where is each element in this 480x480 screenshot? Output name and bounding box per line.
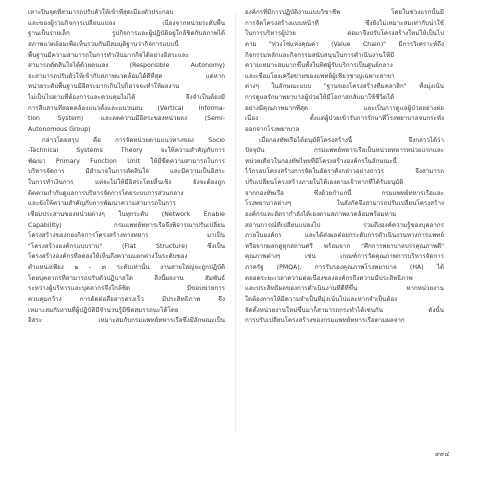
text-line: เหมาะสมกับงานที่ผู้ปฏิบัติมีจำนวนรู้มีขีดสมรรถนะได้โดย bbox=[28, 306, 179, 314]
text-line: กล่าวโดยสรุป คือ การจัดหน่วยตามแนวทางของ Socio bbox=[42, 136, 225, 144]
text-line: "โครงสร้างองค์กรแบบราบ" (Flat Structure) ซึ่งเป็น bbox=[28, 242, 225, 250]
text-line: องค์กรที่มีการปฏิบัติงานแบบวิชาชีพ โดยในช่วงแรกนั้นมี bbox=[245, 9, 444, 16]
text-line: จะสามารถปรับตัวให้เข้ากับสภาพแวดล้อมได้ดีที่สุด แต่หาก bbox=[28, 72, 225, 80]
text-line: ภาครัฐ (PMQA), การรับรองคุณภาพโรงพยาบาล (HA) ได้ bbox=[245, 264, 444, 271]
text-line: ตำแหน่งเพียง ๒ - ๓ ระดับเท่านั้น งานสายใหญ่จะถูกปฏิบัติ bbox=[28, 264, 225, 271]
text-line: จัดตั้งหน่วยงานใหม่ขึ้นมาก็สามารถกระทำได้เช่นกัน ดังนั้น bbox=[245, 306, 444, 314]
text-line: ควบคุมกว้าง การตัดต่อสื่อสารตรงเร็ว มีประสิทธิภาพ จึง bbox=[28, 295, 225, 303]
text-column-left bbox=[28, 8, 225, 327]
column-divider bbox=[235, 12, 236, 432]
text-line: อย่างมีคุณภาพมากที่สุด และเป็นการดูแลผู้ป่วยอย่างต่อ bbox=[245, 104, 444, 112]
text-line: พื้นฐานมีความสามารถในการทำเงินมากกิจได้อย่างอิสระและ bbox=[28, 51, 190, 59]
text-line: Capability) กรมแพทย์ทหารเรือจึงพิจารณาปรับเปลี่ยน bbox=[28, 221, 225, 229]
text-line: และเชื่อมโยงเครือข่ายของแพทย์ผู้เชี่ยวชาญเฉพาะสาขา bbox=[245, 72, 395, 80]
text-line: หน่วยระดับพื้นฐานมีอิสระมากเกินไปก็อาจจะทำให้ผลงาน bbox=[28, 83, 180, 91]
text-line: การจัดโครงสร้างแบบหน้าที่ ซึ่งยังไม่เหมาะสมเท่ากับน่าใช้ bbox=[245, 19, 444, 27]
text-line: ในการทำเงินการ แต่จะไม่ให้มีอิสระโดยสิ้นเชิง ยังจะต้องถูก bbox=[28, 179, 225, 186]
text-line: เหาะปินจุดที่สามารถปรับตัวให้เข้าที่สุดเมืองตัวประกอบ bbox=[28, 9, 174, 16]
text-line: และของผู้รวมกิจการเปลี่ยนแปลง เนื่องจากหน่วยระดับพื้น bbox=[28, 19, 225, 27]
text-line: สถานการณ์ที่เปลี่ยนแปลงไป รวมถึงองค์ความรู้ของบุคลากร bbox=[245, 221, 444, 229]
text-line: ติดตามกำกับดูแลการบริหารจัดการโดยระบบการส่วนกลาง bbox=[28, 189, 184, 197]
text-line: การปรับเปลี่ยนโครงสร้างของกรมแพทย์ทหารเรือตามผลจาก bbox=[245, 317, 405, 325]
text-line: หรือจากผลกดูทุกสถานศรี พร้อมจาก "ศึกการพยาบาลบรรคุณภาพดี" bbox=[245, 242, 444, 250]
text-line: พัฒนา Primary Function Unit ให้มีขีดความสามารถในการ bbox=[28, 157, 225, 165]
text-line: จากกองทัพเรือ ซึ่งด้วยกำแกนี้ กรมแพทย์ทหารเรือและ bbox=[245, 189, 444, 197]
text-line: กิจกรรมหลักและกิจกรรมสนับสนุนในการดำเนินงานให้มี bbox=[245, 51, 395, 59]
text-line: ปรับเปลี่ยนโครงสร้างภายในได้เองตามเจ้าหากที่ได้รับอนุมัติ bbox=[245, 179, 404, 186]
text-line: ไม่เป็นไปตามที่ต้องการและควบคุมไม่ได้ จึงจำเป็นต้องมี bbox=[28, 94, 225, 101]
text-line: โรงพยาบาลต่างๆ ในสังกัดจึงสามารถปรับเปลี่ยนโครงสร้าง bbox=[245, 200, 444, 208]
text-line: สภาพแวดล้อมเพื่อเห็นรวมกันมีสมมุติฐานว่ากิจการแบบนี้ bbox=[28, 40, 179, 48]
text-line: และประสิทธิผลของการดำเนินงานที่ดีที่ขึ้น หากหน่วยงาน bbox=[245, 285, 444, 293]
text-line: อิสระ เหมาะสมกับกรมแพทย์ทหารเรือซึ่งมีลักษณะเป็น bbox=[28, 317, 225, 325]
text-line: โครงสร้างองค์กรที่ลดลงให้เห็นถึงความแตกต่างในระดับของ bbox=[28, 253, 188, 261]
text-line: และยังให้ความสำคัญกับการพัฒนาความสามารถในการ bbox=[28, 200, 176, 208]
text-line: บริหารจัดการ มีอำนาจในการตัดสินใจ และมีความเป็นอิสระ bbox=[28, 168, 225, 176]
text-line: ฐานเป็นรายเล็ก รูปกิจการและผู้ปฏิบัติอยู่ใกล้ชิดกับสภาพได้ bbox=[28, 30, 225, 38]
text-line: ออกจากโรงพยาบาล bbox=[245, 125, 300, 133]
page-number: ๙๙๔ bbox=[435, 450, 450, 458]
text-line: Autonomous Group) bbox=[28, 125, 91, 133]
text-line: สามารถตัดสินใจได้ด้วยตนเอง (Responsible Autonomy) bbox=[28, 62, 225, 70]
text-line: โดยบุคลากรที่สามารถปรับตัวปฏิบาสใด สิ่งนี้ผลงาน สัมพันธ์ bbox=[28, 274, 225, 282]
text-line: ต่างๆ ในลักษณะแบบ "ฐานของโครงสร้างทีมคลาสิก" ทั้งมุ่งเน้น bbox=[245, 83, 444, 91]
text-line: ใดต้องการให้มีความจำเป็นที่มุ่งเน้นไปและหากจำเป็นต้อง bbox=[245, 295, 398, 303]
text-line: ไว้กรอบโครงสร้างการจัดในอัตราดังกล่าวอย่างถาวร จึงสามารถ bbox=[245, 168, 444, 176]
text-line: โครงสร้างของกองกิจการโครงสร้างทางทหาร มาเป็น bbox=[28, 232, 225, 240]
text-column-right bbox=[245, 8, 444, 327]
text-line: เชื่อมประสานของหน่วยต่างๆ ในทุกระดับ (Network Enable bbox=[28, 210, 225, 218]
text-line: tion System) และลดความมีอิสระของหน่วยลง (Semi- bbox=[28, 115, 225, 123]
text-line: ในการบริหารผู้ป่วย ต่อมาจึงปรับโครงสร้างใหม่ให้เป็นไป bbox=[245, 30, 444, 38]
text-line: เนื่อง ตั้งแต่ผู้ป่วยเข้ารับการรักษาที่โรงพยาบาลจนกระทั่ง bbox=[245, 115, 444, 123]
text-line: หน่วยเดียวในกองทัพไทยที่มีโครงสร้างองค์กรในลักษณะนี้ bbox=[245, 157, 397, 165]
text-line: เมื่อกองทัพเรือได้อนุมัติโครงสร้างนี้ จึงกล่าวได้ว่า bbox=[259, 136, 444, 144]
text-line: ปัจจุบัน กรมแพทย์ทหารเรือเป็นหน่วยทหารหน่วยแรกและ bbox=[245, 147, 444, 155]
text-line: ตลอดระยะเวลาความต่อเนื่องขององค์กรถึงความมีประสิทธิภาพ bbox=[245, 274, 413, 282]
text-line: การดูแลรักษาพยาบาลผู้ป่วยให้มีโอกาสกลับมาใช้ชีวิตได้ bbox=[245, 94, 395, 101]
text-line: ตาม "ห่วงโซ่แห่งคุณค่า (Value Chain)" มีการวิเคราะห์ถึง bbox=[245, 40, 444, 48]
text-line: ระหว่างผู้บริหารและบุคลากรจึงใกล้ชิด มีขอบข่ายการ bbox=[28, 285, 225, 293]
text-line: -Technical Systems Theory จะให้ความสำคัญกับการ bbox=[28, 147, 225, 155]
text-line: ภายในองค์กร และได้ส่งผลต่อยกระดับการดำเนินงานทางการแพทย์ bbox=[245, 232, 444, 240]
text-line: การสืบสานที่สอดคล้องแนวตั้งและแนวนอน (Vertical Informa- bbox=[28, 104, 225, 112]
text-line: คุณภาพต่างๆ เช่น เกณฑ์การวัดคุณภาพการบริหารจัดการ bbox=[245, 253, 444, 261]
text-line: ความเหมาะสมมากขึ้นทั้งในทิศผู้รับบริการเป็นศูนย์กลาง bbox=[245, 62, 393, 70]
text-line: องค์กรและอัตรากำลังได้เองตามสภาพแวดล้อมพร้อมทาม bbox=[245, 210, 397, 218]
